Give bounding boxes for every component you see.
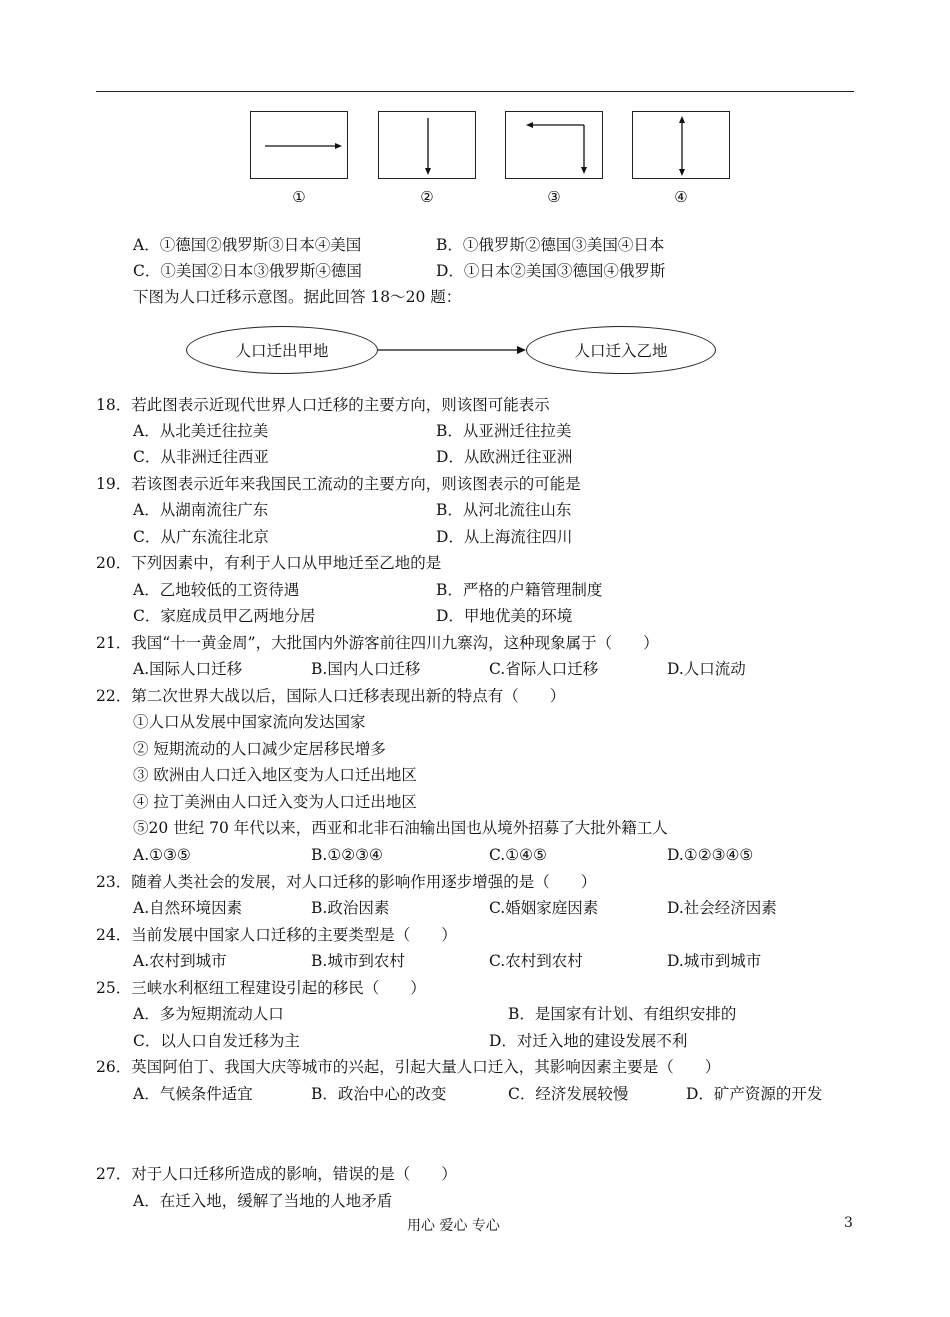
q21-option-a: A.国际人口迁移 bbox=[133, 660, 243, 678]
intro-text: 下图为人口迁移示意图。据此回答 18～20 题： bbox=[133, 288, 462, 306]
right-arrow-icon bbox=[251, 112, 349, 180]
arrow-box-2 bbox=[378, 111, 476, 179]
q18-option-a: A．从北美迁往拉美 bbox=[133, 422, 269, 440]
q21-option-d: D.人口流动 bbox=[667, 660, 746, 678]
q18-option-d: D．从欧洲迁往亚洲 bbox=[436, 448, 573, 466]
q22-item-4: ④ 拉丁美洲由人口迁入变为人口迁出地区 bbox=[133, 793, 417, 811]
arrow-box-1 bbox=[250, 111, 348, 179]
q24-option-c: C.农村到农村 bbox=[489, 952, 583, 970]
q22-item-3: ③ 欧洲由人口迁入地区变为人口迁出地区 bbox=[133, 766, 417, 784]
arrow-box-3 bbox=[505, 111, 603, 179]
q20-option-d: D．甲地优美的环境 bbox=[436, 607, 573, 625]
flow-arrow-icon bbox=[378, 340, 528, 360]
flow-destination-oval bbox=[526, 326, 716, 374]
q24-option-b: B.城市到农村 bbox=[311, 952, 405, 970]
q23-option-d: D.社会经济因素 bbox=[667, 899, 777, 917]
q20-option-b: B．严格的户籍管理制度 bbox=[436, 581, 603, 599]
footer-motto: 用心 爱心 专心 bbox=[407, 1218, 500, 1234]
arrow-box-4 bbox=[632, 111, 730, 179]
q25-option-d: D．对迁入地的建设发展不利 bbox=[489, 1032, 688, 1050]
q22-option-b: B.①②③④ bbox=[311, 846, 383, 864]
q23-stem: 23．随着人类社会的发展，对人口迁移的影响作用逐步增强的是（ ） bbox=[96, 873, 597, 891]
q26-stem: 26．英国阿伯丁、我国大庆等城市的兴起，引起大量人口迁入，其影响因素主要是（ ） bbox=[96, 1058, 721, 1076]
q27-stem: 27．对于人口迁移所造成的影响，错误的是（ ） bbox=[96, 1165, 457, 1183]
q17-option-b: B．①俄罗斯②德国③美国④日本 bbox=[436, 236, 665, 254]
turn-arrow-icon bbox=[506, 112, 604, 180]
q18-option-b: B．从亚洲迁往拉美 bbox=[436, 422, 572, 440]
q17-option-d: D．①日本②美国③德国④俄罗斯 bbox=[436, 262, 666, 280]
q17-option-c: C．①美国②日本③俄罗斯④德国 bbox=[133, 262, 362, 280]
q24-option-d: D.城市到城市 bbox=[667, 952, 762, 970]
flow-origin-label: 人口迁出甲地 bbox=[235, 342, 329, 360]
q23-option-c: C.婚姻家庭因素 bbox=[489, 899, 599, 917]
up-down-arrow-icon bbox=[633, 112, 731, 180]
flow-destination-label: 人口迁入乙地 bbox=[574, 342, 668, 360]
q23-option-a: A.自然环境因素 bbox=[133, 899, 243, 917]
q22-option-c: C.①④⑤ bbox=[489, 846, 547, 864]
q25-stem: 25．三峡水利枢纽工程建设引起的移民（ ） bbox=[96, 979, 426, 997]
q19-option-a: A．从湖南流往广东 bbox=[133, 501, 269, 519]
q21-stem: 21．我国“十一黄金周”，大批国内外游客前往四川九寨沟，这种现象属于（ ） bbox=[96, 634, 659, 652]
q22-option-d: D.①②③④⑤ bbox=[667, 846, 754, 864]
q21-option-b: B.国内人口迁移 bbox=[311, 660, 421, 678]
q19-option-c: C．从广东流往北京 bbox=[133, 528, 269, 546]
q22-item-1: ①人口从发展中国家流向发达国家 bbox=[133, 713, 366, 731]
figure-label-2: ② bbox=[420, 188, 434, 206]
q20-stem: 20．下列因素中，有利于人口从甲地迁至乙地的是 bbox=[96, 554, 442, 572]
figure-label-1: ① bbox=[292, 188, 306, 206]
flow-origin-oval bbox=[186, 326, 378, 374]
q22-option-a: A.①③⑤ bbox=[133, 846, 191, 864]
q19-stem: 19．若该图表示近年来我国民工流动的主要方向，则该图表示的可能是 bbox=[96, 475, 581, 493]
q27-option-a: A．在迁入地，缓解了当地的人地矛盾 bbox=[133, 1192, 393, 1210]
header-rule bbox=[96, 91, 854, 92]
figure-label-4: ④ bbox=[674, 188, 688, 206]
q26-option-b: B．政治中心的改变 bbox=[311, 1085, 447, 1103]
q22-item-5: ⑤20 世纪 70 年代以来，西亚和北非石油输出国也从境外招募了大批外籍工人 bbox=[133, 819, 668, 837]
down-arrow-icon bbox=[379, 112, 477, 180]
q23-option-b: B.政治因素 bbox=[311, 899, 390, 917]
figure-label-3: ③ bbox=[547, 188, 561, 206]
q19-option-d: D．从上海流往四川 bbox=[436, 528, 573, 546]
q25-option-b: B．是国家有计划、有组织安排的 bbox=[508, 1005, 737, 1023]
q21-option-c: C.省际人口迁移 bbox=[489, 660, 599, 678]
q25-option-c: C．以人口自发迁移为主 bbox=[133, 1032, 300, 1050]
q26-option-d: D．矿产资源的开发 bbox=[686, 1085, 823, 1103]
q22-item-2: ② 短期流动的人口减少定居移民增多 bbox=[133, 740, 386, 758]
q20-option-c: C．家庭成员甲乙两地分居 bbox=[133, 607, 316, 625]
q22-stem: 22．第二次世界大战以后，国际人口迁移表现出新的特点有（ ） bbox=[96, 687, 566, 705]
q18-option-c: C．从非洲迁往西亚 bbox=[133, 448, 269, 466]
page-number: 3 bbox=[844, 1215, 853, 1231]
q24-stem: 24．当前发展中国家人口迁移的主要类型是（ ） bbox=[96, 926, 457, 944]
q18-stem: 18．若此图表示近现代世界人口迁移的主要方向，则该图可能表示 bbox=[96, 396, 550, 414]
q17-option-a: A．①德国②俄罗斯③日本④美国 bbox=[133, 236, 362, 254]
q26-option-c: C．经济发展较慢 bbox=[508, 1085, 629, 1103]
q20-option-a: A．乙地较低的工资待遇 bbox=[133, 581, 300, 599]
q25-option-a: A．多为短期流动人口 bbox=[133, 1005, 284, 1023]
q24-option-a: A.农村到城市 bbox=[133, 952, 227, 970]
q26-option-a: A．气候条件适宜 bbox=[133, 1085, 253, 1103]
q19-option-b: B．从河北流往山东 bbox=[436, 501, 572, 519]
